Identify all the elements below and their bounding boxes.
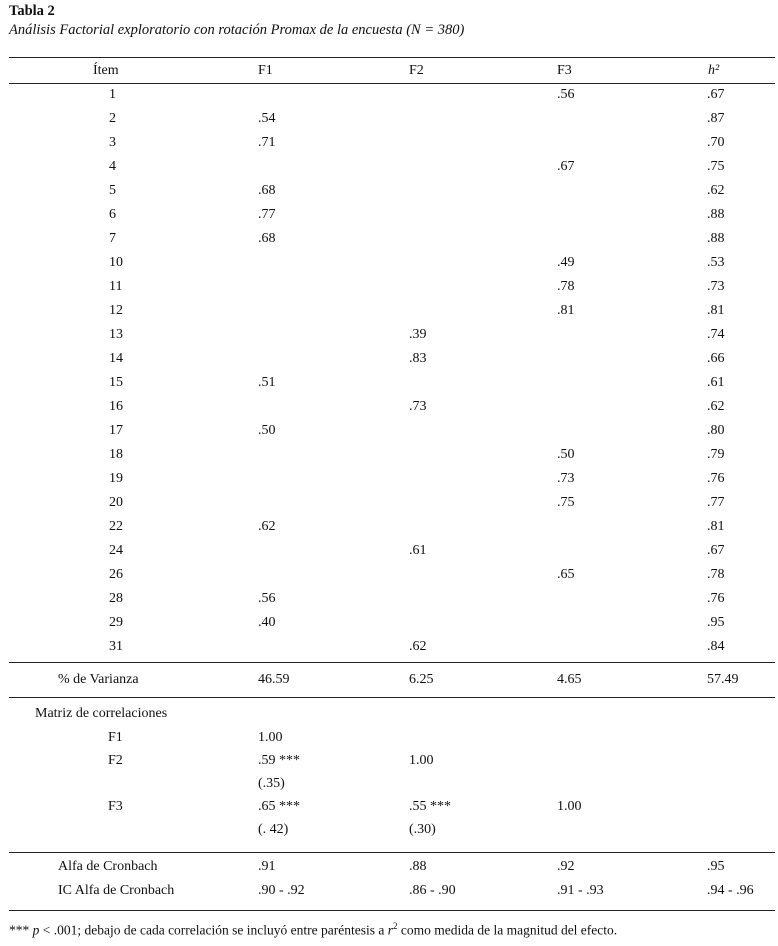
f1-cell: .77 [258, 207, 276, 222]
h2-cell: .74 [707, 327, 725, 342]
f3-cell: .65 [557, 567, 575, 582]
item-cell: 11 [109, 279, 123, 294]
item-cell: 18 [109, 447, 123, 462]
variance-rule [9, 662, 775, 663]
item-cell: 3 [109, 135, 116, 150]
h2-cell: .77 [707, 495, 725, 510]
item-cell: 15 [109, 375, 123, 390]
reliability-row [0, 880, 778, 902]
f1-cell: .54 [258, 111, 276, 126]
h2-cell: .67 [707, 543, 725, 558]
f2-cell: .62 [409, 639, 427, 654]
matrix-title: Matriz de correlaciones [35, 706, 168, 721]
table-row [0, 540, 778, 562]
table-row [0, 132, 778, 154]
table-row [0, 300, 778, 322]
reliability-f3: .92 [557, 859, 575, 874]
f3-cell: .49 [557, 255, 575, 270]
header-f3: F3 [557, 63, 572, 78]
footnote-threshold: < .001; debajo de cada correlación se incluyó entre paréntesis a [39, 922, 388, 938]
matrix-row [0, 727, 778, 749]
f1-cell: .50 [258, 423, 276, 438]
item-cell: 13 [109, 327, 123, 342]
table-row [0, 180, 778, 202]
h2-cell: .79 [707, 447, 725, 462]
matrix-f1-cell: (.35) [258, 776, 285, 791]
matrix-row-label: F1 [108, 730, 123, 745]
f2-cell: .73 [409, 399, 427, 414]
table-row [0, 588, 778, 610]
table-row [0, 492, 778, 514]
f1-cell: .68 [258, 231, 276, 246]
h2-cell: .81 [707, 519, 725, 534]
item-cell: 17 [109, 423, 123, 438]
matrix-f1-cell: .65 *** [258, 799, 300, 814]
table-row [0, 612, 778, 634]
f3-cell: .50 [557, 447, 575, 462]
item-cell: 29 [109, 615, 123, 630]
f3-cell: .67 [557, 159, 575, 174]
header-f1: F1 [258, 63, 273, 78]
h2-cell: .67 [707, 87, 725, 102]
matrix-row [0, 750, 778, 772]
f1-cell: .71 [258, 135, 276, 150]
item-cell: 12 [109, 303, 123, 318]
reliability-f1: .91 [258, 859, 276, 874]
item-cell: 10 [109, 255, 123, 270]
footnote-sup: 2 [392, 921, 398, 931]
variance-label: % de Varianza [58, 672, 139, 687]
h2-cell: .61 [707, 375, 725, 390]
item-cell: 20 [109, 495, 123, 510]
f1-cell: .51 [258, 375, 276, 390]
f1-cell: .62 [258, 519, 276, 534]
table-row [0, 348, 778, 370]
h2-cell: .88 [707, 231, 725, 246]
h2-cell: .88 [707, 207, 725, 222]
variance-row [0, 669, 778, 691]
table-row [0, 84, 778, 106]
matrix-f3-cell: 1.00 [557, 799, 582, 814]
item-cell: 6 [109, 207, 116, 222]
table-number: Tabla 2 [9, 3, 55, 19]
table-row [0, 396, 778, 418]
table-row [0, 324, 778, 346]
h2-cell: .70 [707, 135, 725, 150]
item-cell: 16 [109, 399, 123, 414]
bottom-rule [9, 910, 775, 911]
item-cell: 2 [109, 111, 116, 126]
reliability-rule [9, 852, 775, 853]
matrix-row [0, 773, 778, 795]
reliability-f2: .86 - .90 [409, 883, 456, 898]
h2-cell: .81 [707, 303, 725, 318]
reliability-f2: .88 [409, 859, 427, 874]
matrix-f2-cell: .55 *** [409, 799, 451, 814]
table-row [0, 444, 778, 466]
h2-cell: .62 [707, 183, 725, 198]
header-f2: F2 [409, 63, 424, 78]
reliability-f1: .90 - .92 [258, 883, 305, 898]
table-row [0, 564, 778, 586]
f3-cell: .78 [557, 279, 575, 294]
matrix-row [0, 819, 778, 841]
header-item: Ítem [93, 63, 119, 78]
item-cell: 19 [109, 471, 123, 486]
matrix-f2-cell: (.30) [409, 822, 436, 837]
h2-cell: .95 [707, 615, 725, 630]
footnote-p: p [32, 922, 40, 938]
f2-cell: .39 [409, 327, 427, 342]
f3-cell: .81 [557, 303, 575, 318]
h2-cell: .84 [707, 639, 725, 654]
item-cell: 7 [109, 231, 116, 246]
matrix-f2-cell: 1.00 [409, 753, 434, 768]
top-rule [9, 57, 775, 58]
item-cell: 4 [109, 159, 116, 174]
item-cell: 1 [109, 87, 116, 102]
header-h2: h² [708, 63, 720, 78]
variance-h2: 57.49 [707, 672, 739, 687]
h2-cell: .53 [707, 255, 725, 270]
table-row [0, 468, 778, 490]
reliability-label: IC Alfa de Cronbach [58, 883, 175, 898]
item-cell: 14 [109, 351, 123, 366]
variance-f1: 46.59 [258, 672, 290, 687]
table-row [0, 252, 778, 274]
h2-cell: .75 [707, 159, 725, 174]
reliability-f3: .91 - .93 [557, 883, 604, 898]
f1-cell: .40 [258, 615, 276, 630]
item-cell: 31 [109, 639, 123, 654]
f3-cell: .75 [557, 495, 575, 510]
matrix-f1-cell: (. 42) [258, 822, 289, 837]
f3-cell: .56 [557, 87, 575, 102]
h2-cell: .78 [707, 567, 725, 582]
table-row [0, 228, 778, 250]
h2-cell: .66 [707, 351, 725, 366]
matrix-row [0, 796, 778, 818]
h2-cell: .76 [707, 471, 725, 486]
matrix-row-label: F2 [108, 753, 123, 768]
header-row [0, 60, 778, 82]
matrix-row-label: F3 [108, 799, 123, 814]
table-caption: Análisis Factorial exploratorio con rotación Promax de la encuesta (N = 380) [9, 22, 465, 38]
reliability-h2: .94 - .96 [707, 883, 754, 898]
item-cell: 26 [109, 567, 123, 582]
item-cell: 24 [109, 543, 123, 558]
variance-f3: 4.65 [557, 672, 582, 687]
matrix-f1-cell: .59 *** [258, 753, 300, 768]
table-row [0, 636, 778, 658]
f1-cell: .56 [258, 591, 276, 606]
h2-cell: .76 [707, 591, 725, 606]
matrix-rule [9, 697, 775, 698]
f2-cell: .83 [409, 351, 427, 366]
matrix-title-row [0, 703, 778, 725]
h2-cell: .62 [707, 399, 725, 414]
table-row [0, 108, 778, 130]
variance-f2: 6.25 [409, 672, 434, 687]
table-row [0, 420, 778, 442]
item-cell: 5 [109, 183, 116, 198]
table-row [0, 276, 778, 298]
f2-cell: .61 [409, 543, 427, 558]
table-row [0, 156, 778, 178]
footnote-rest: como medida de la magnitud del efecto. [397, 922, 618, 938]
table-row [0, 204, 778, 226]
h2-cell: .80 [707, 423, 725, 438]
reliability-row [0, 856, 778, 878]
footnote-stars: *** [9, 922, 30, 938]
table-row [0, 516, 778, 538]
table-row [0, 372, 778, 394]
footnote-r: r [387, 922, 393, 938]
item-cell: 28 [109, 591, 123, 606]
f3-cell: .73 [557, 471, 575, 486]
reliability-label: Alfa de Cronbach [58, 859, 158, 874]
h2-cell: .87 [707, 111, 725, 126]
h2-cell: .73 [707, 279, 725, 294]
item-cell: 22 [109, 519, 123, 534]
reliability-h2: .95 [707, 859, 725, 874]
footnote [9, 921, 617, 939]
matrix-f1-cell: 1.00 [258, 730, 283, 745]
f1-cell: .68 [258, 183, 276, 198]
